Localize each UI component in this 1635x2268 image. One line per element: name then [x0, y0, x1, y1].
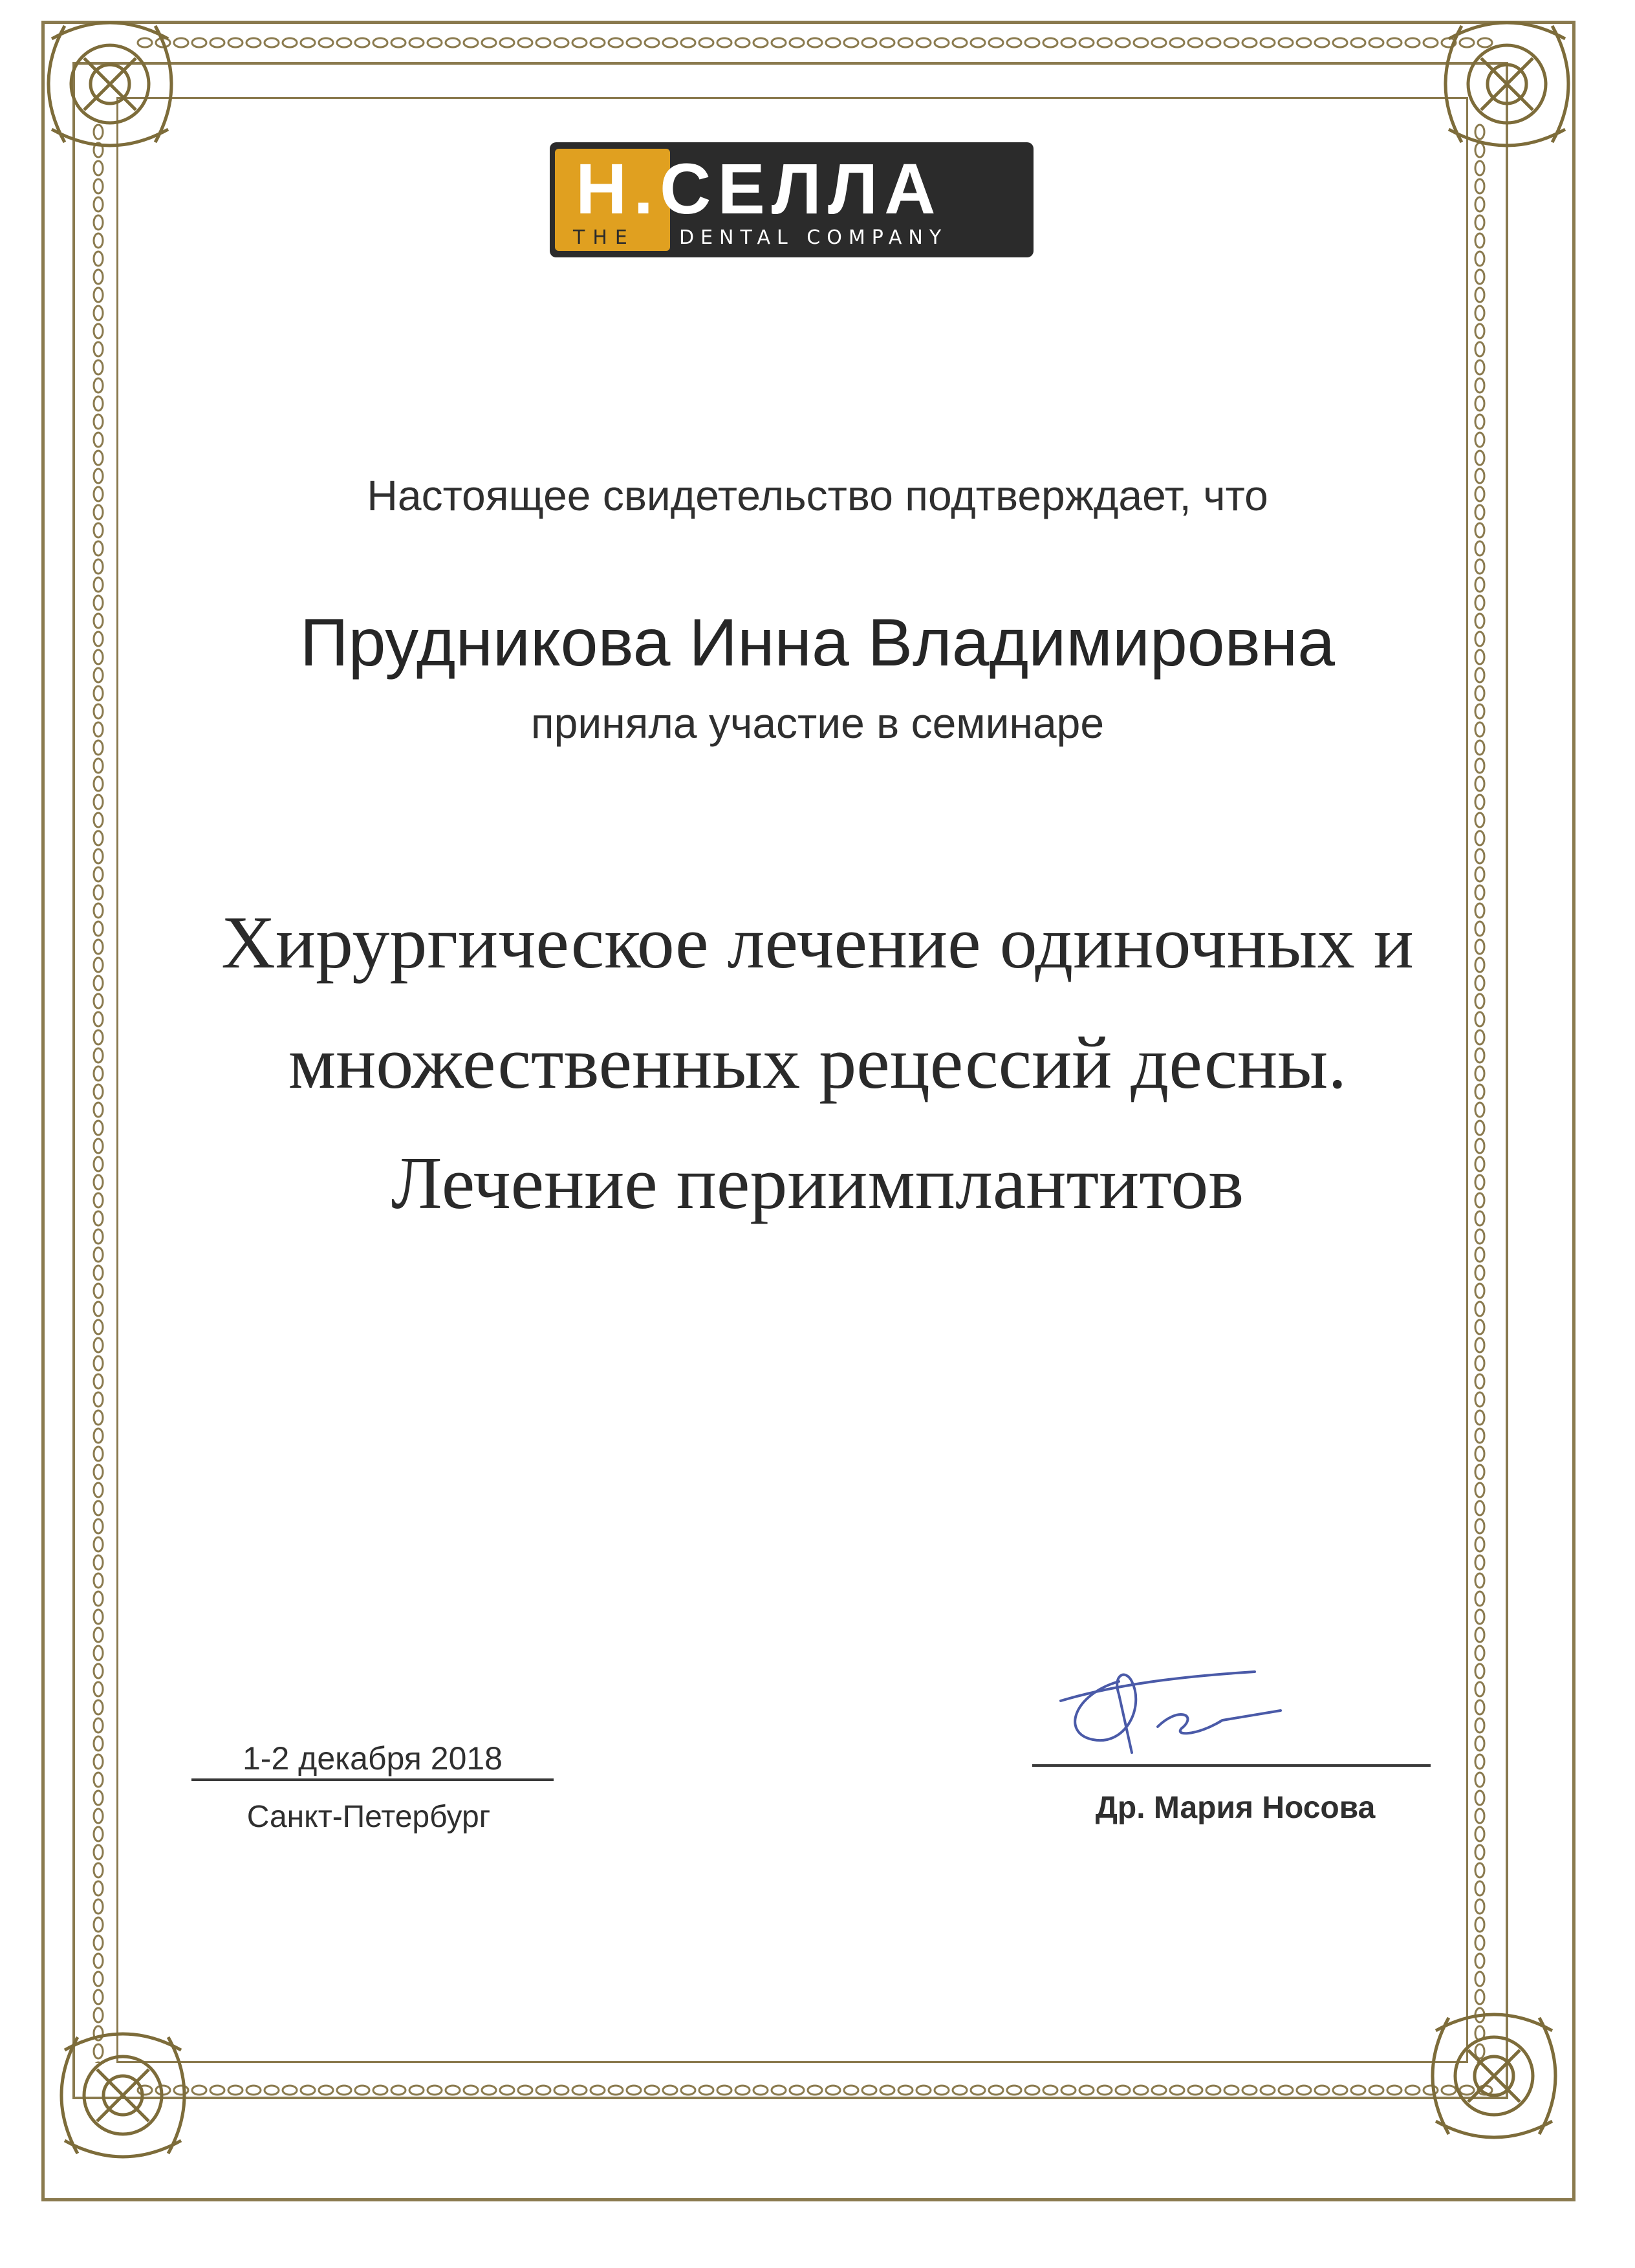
date-block — [191, 1740, 554, 1781]
signature-line — [1032, 1764, 1431, 1767]
seminar-title-line: Хирургическое лечение одиночных и — [221, 902, 1414, 984]
frame-chain-bottom — [136, 2082, 1494, 2098]
seminar-city: Санкт-Петербург — [246, 1800, 491, 1834]
seminar-title-line: Лечение периимплантитов — [391, 1142, 1244, 1225]
corner-ornament-icon — [1423, 0, 1591, 168]
logo-tagline-left: THE — [573, 226, 635, 249]
date-underline — [191, 1778, 554, 1781]
handwritten-signature — [1048, 1656, 1319, 1766]
corner-ornament-icon — [39, 2011, 207, 2179]
company-logo — [550, 142, 1034, 257]
seminar-title-line: множественных рецессий десны. — [288, 1022, 1347, 1105]
frame-chain-top — [136, 35, 1494, 50]
logo-tagline-right: DENTAL COMPANY — [679, 226, 948, 249]
seminar-title — [116, 883, 1519, 1244]
corner-ornament-icon — [26, 0, 194, 168]
recipient-name: Прудникова Инна Владимировна — [299, 605, 1336, 680]
corner-ornament-icon — [1410, 1992, 1578, 2160]
certificate-intro: Настоящее свидетельство подтверждает, что — [367, 471, 1268, 519]
participation-text: приняла участие в семинаре — [530, 699, 1105, 747]
signer-name: Др. Мария Носова — [1095, 1791, 1376, 1825]
logo-wordmark: H.СЕЛЛА — [576, 149, 942, 229]
seminar-date: 1-2 декабря 2018 — [242, 1740, 503, 1777]
frame-chain-left — [91, 123, 106, 2063]
